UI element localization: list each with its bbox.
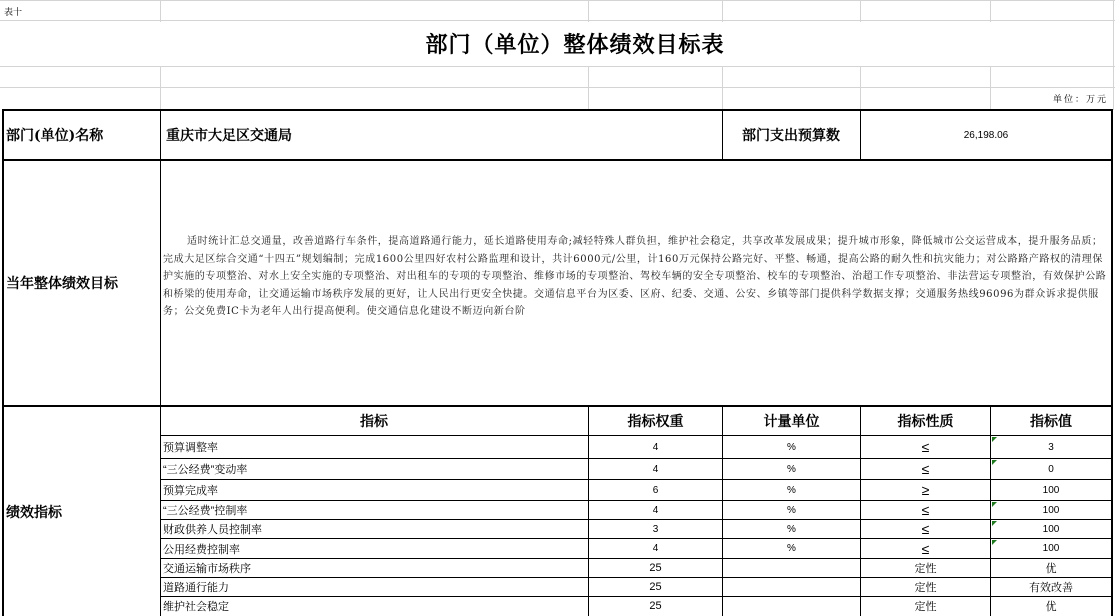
indicator-unit <box>723 578 860 596</box>
goal-text: 适时统计汇总交通量，改善道路行车条件，提高道路通行能力，延长道路使用寿命;减轻特殊人群负担，维护社会稳定，共享改革发展成果；提升城市形象，降低城市公交运营成本，提升服务品质；完成大足区综合交通“十四五”规划编制；完成1600公里四好农村公路监理和设计，共计6000元/公里，计160万元保持公路完好、平整、畅通，提高公路的耐久性和抗灾能力；对公路路产路权的清理保护实施的专项整治、对水上安全实施的专项整治、对出租车的专项的专项整治、维修市场的专项整治、驾校车辆的安全专项整治、校车的专项整治、治超工作专项整治、非法营运专项整治，有效保护公路和桥梁的使用寿命，让交通运输市场秩序发展的更好，让人民出行更安全快捷。交通信息平台为区委、区府、纪委、交通、公安、乡镇等部门提供科学数据支撑；交通服务热线96096为群众诉求提供服务；公交免费IC卡为老年人出行提高便利。使交通信息化建设不断迈向新台阶 <box>163 236 1107 317</box>
indicator-name: “三公经费”变动率 <box>163 464 248 476</box>
indicator-nature: 定性 <box>914 563 937 575</box>
perf-label: 绩效指标 <box>6 504 62 521</box>
indicator-nature: ≥ <box>921 482 930 498</box>
indicator-weight: 25 <box>649 562 662 574</box>
budget-label: 部门支出预算数 <box>742 128 840 144</box>
cell-marker-icon <box>992 540 997 545</box>
indicator-unit <box>723 597 860 615</box>
indicator-weight: 4 <box>652 463 659 475</box>
dept-name: 重庆市大足区交通局 <box>166 128 292 144</box>
cell-marker-icon <box>992 460 997 465</box>
cell-marker-icon <box>992 437 997 442</box>
indicator-weight: 25 <box>649 600 662 612</box>
budget-value: 26,198.06 <box>963 129 1009 141</box>
indicator-name: 公用经费控制率 <box>163 543 240 556</box>
header-nature: 指标性质 <box>897 414 954 430</box>
indicator-value: 优 <box>1045 601 1057 613</box>
indicator-weight: 4 <box>652 441 659 453</box>
indicator-unit: % <box>787 504 796 516</box>
cell-marker-icon <box>992 502 997 507</box>
header-value: 指标值 <box>1030 414 1072 430</box>
indicator-unit: % <box>787 543 796 554</box>
indicator-nature: ≤ <box>921 502 930 518</box>
indicator-name: 交通运输市场秩序 <box>163 563 251 575</box>
indicator-name: 预算调整率 <box>163 442 218 454</box>
page-title: 部门（单位）整体绩效目标表 <box>425 31 725 58</box>
indicator-value: 3 <box>1048 441 1054 453</box>
indicator-value: 100 <box>1042 504 1060 516</box>
indicator-unit: % <box>787 523 796 535</box>
indicator-name: 预算完成率 <box>163 485 218 497</box>
indicator-value: 100 <box>1042 543 1060 554</box>
indicator-value: 100 <box>1042 523 1060 535</box>
indicator-weight: 6 <box>652 484 659 496</box>
header-indicator: 指标 <box>360 414 388 430</box>
indicator-nature: ≤ <box>921 461 930 477</box>
indicator-weight: 3 <box>652 523 659 535</box>
indicator-nature: ≤ <box>921 439 930 455</box>
indicator-nature: ≤ <box>921 521 930 537</box>
header-unit: 计量单位 <box>763 414 820 430</box>
goal-label: 当年整体绩效目标 <box>6 276 118 292</box>
indicator-unit <box>723 559 860 577</box>
indicator-nature: 定性 <box>914 601 937 613</box>
unit-note: 单位：万元 <box>1052 94 1108 105</box>
indicator-nature: 定性 <box>914 582 937 594</box>
indicator-unit: % <box>787 441 796 453</box>
indicator-value: 有效改善 <box>1029 582 1073 594</box>
indicator-value: 100 <box>1042 484 1060 496</box>
sheet-label: 表十 <box>4 7 23 18</box>
indicator-nature: ≤ <box>921 540 930 557</box>
indicator-weight: 25 <box>649 581 662 593</box>
indicator-name: “三公经费”控制率 <box>163 505 248 517</box>
indicator-weight: 4 <box>652 504 659 516</box>
indicator-name: 道路通行能力 <box>163 582 229 594</box>
indicator-weight: 4 <box>652 543 659 554</box>
indicator-name: 财政供养人员控制率 <box>163 524 262 536</box>
dept-label: 部门(单位)名称 <box>6 128 104 144</box>
indicator-unit: % <box>787 463 796 475</box>
indicator-value: 优 <box>1045 563 1057 575</box>
indicator-unit: % <box>787 484 796 496</box>
cell-marker-icon <box>992 521 997 526</box>
indicator-value: 0 <box>1048 463 1054 475</box>
indicator-name: 维护社会稳定 <box>163 601 229 613</box>
header-weight: 指标权重 <box>627 414 684 430</box>
